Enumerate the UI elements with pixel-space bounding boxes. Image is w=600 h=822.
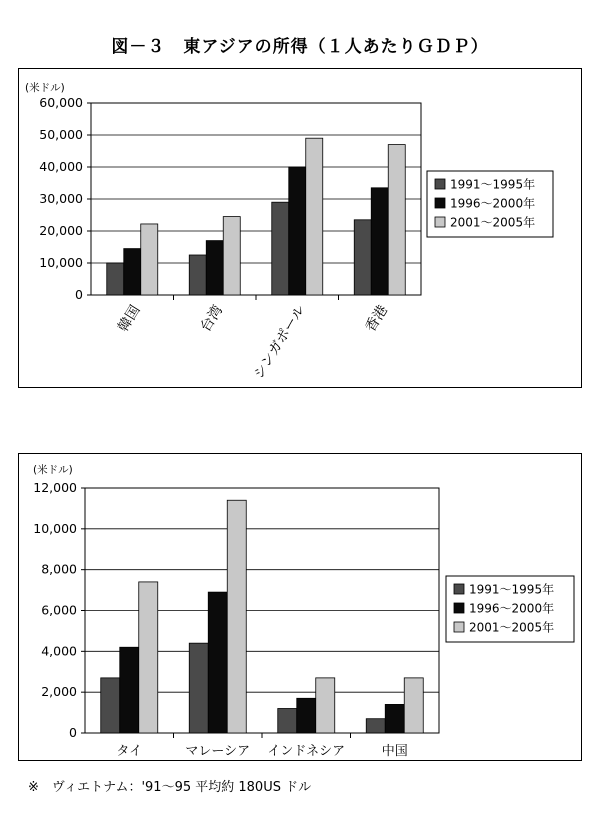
bar <box>278 709 297 734</box>
legend-label: 1996～2000年 <box>469 601 555 616</box>
bar <box>316 678 335 733</box>
legend-swatch <box>454 584 464 594</box>
bar <box>189 643 208 733</box>
bar <box>120 647 139 733</box>
legend-swatch <box>435 179 445 189</box>
bar <box>371 188 388 295</box>
bar <box>107 263 124 295</box>
y-tick-label: 4,000 <box>41 643 77 659</box>
x-category-label: 香港 <box>362 302 392 335</box>
bar <box>385 704 404 733</box>
chart-1 <box>19 69 581 387</box>
bar <box>206 241 223 295</box>
legend-label: 1991～1995年 <box>450 177 536 192</box>
bar <box>227 500 246 733</box>
y-tick-label: 20,000 <box>39 223 83 238</box>
bar <box>101 678 120 733</box>
bar <box>297 698 316 733</box>
chart-panel-2 <box>18 453 582 761</box>
y-tick-label: 10,000 <box>39 255 83 270</box>
bar <box>124 249 141 295</box>
bar <box>366 719 385 733</box>
y-tick-label: 12,000 <box>33 480 77 495</box>
page-title: 図－３ 東アジアの所得（１人あたりＧＤＰ） <box>111 37 489 57</box>
x-category-label: インドネシア <box>267 744 346 759</box>
chart-2 <box>19 454 581 760</box>
legend-label: 1991～1995年 <box>469 582 555 597</box>
x-category-label: シンガポール <box>250 302 309 382</box>
legend-swatch <box>435 217 445 227</box>
x-category-label: マレーシア <box>185 744 251 759</box>
x-category-label: 台湾 <box>197 302 227 335</box>
legend-label: 2001～2005年 <box>469 620 555 635</box>
legend-swatch <box>454 603 464 613</box>
chart-panel-1 <box>18 68 582 388</box>
legend-swatch <box>435 198 445 208</box>
bar <box>289 167 306 295</box>
bar <box>272 202 289 295</box>
bar <box>141 224 158 295</box>
legend-label: 1996～2000年 <box>450 196 536 211</box>
y-unit-label: (米ドル) <box>25 82 65 94</box>
bar <box>354 220 371 295</box>
y-unit-label: (米ドル) <box>33 464 73 476</box>
y-tick-label: 0 <box>69 725 77 740</box>
bar <box>139 582 158 733</box>
bar <box>223 217 240 295</box>
bar <box>208 592 227 733</box>
y-tick-label: 60,000 <box>39 95 83 110</box>
y-tick-label: 2,000 <box>41 684 77 700</box>
x-category-label: タイ <box>116 744 143 759</box>
y-tick-label: 30,000 <box>39 191 83 206</box>
y-tick-label: 50,000 <box>39 127 83 142</box>
y-tick-label: 6,000 <box>41 602 77 618</box>
bar <box>388 145 405 295</box>
x-category-label: 中国 <box>381 744 408 759</box>
y-tick-label: 40,000 <box>39 159 83 174</box>
bar <box>189 255 206 295</box>
bar <box>306 138 323 295</box>
legend-label: 2001～2005年 <box>450 215 536 230</box>
y-tick-label: 8,000 <box>41 561 77 577</box>
legend-swatch <box>454 622 464 632</box>
bar <box>404 678 423 733</box>
y-tick-label: 10,000 <box>33 520 77 536</box>
x-category-label: 韓国 <box>115 302 144 335</box>
footnote: ※ ヴィエトナム：'91～95 平均約 180US ドル <box>28 780 312 795</box>
y-tick-label: 0 <box>75 287 83 302</box>
